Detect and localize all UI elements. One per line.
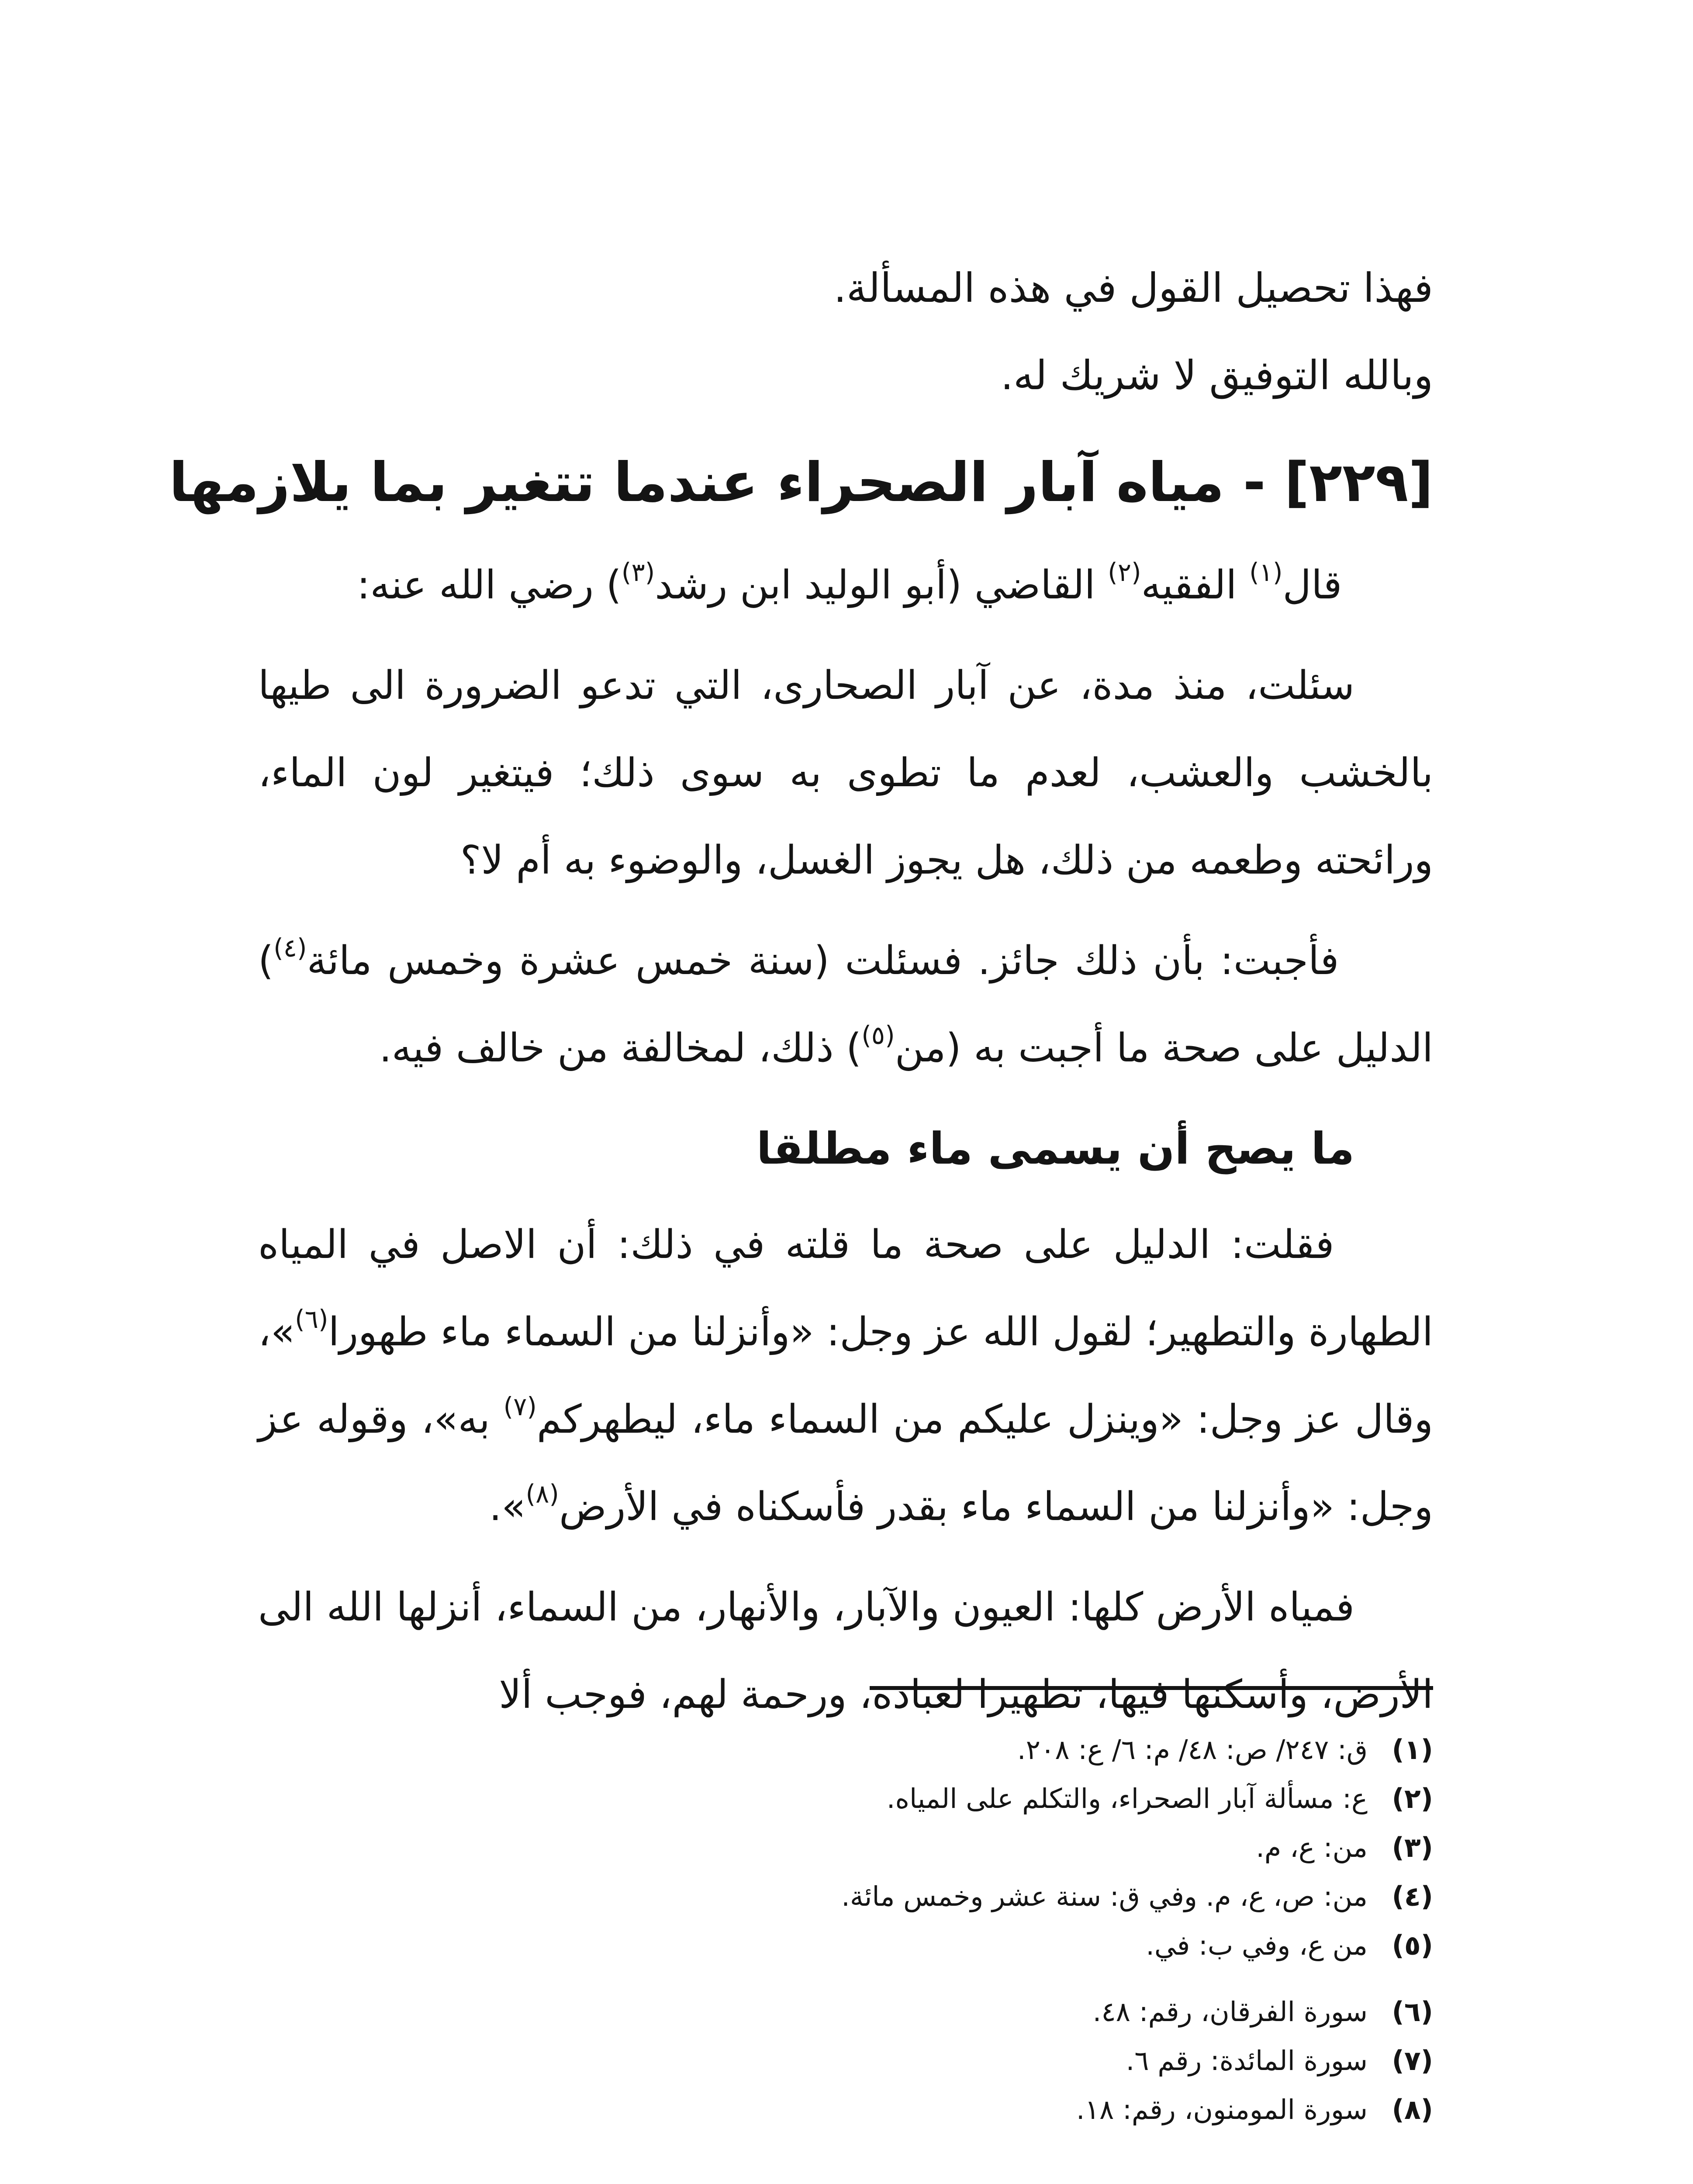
intro-lines [258,245,1433,419]
answer-text-a: فأجبت: بأن ذلك جائز. فسئلت (سنة خمس عشرة وخمس مائة [307,938,1339,984]
proof-paragraph [258,1201,1433,1551]
footnote-item [258,1921,1433,1970]
footnote-number: (٢) [1392,1783,1433,1814]
footnote-text: ع: مسألة آبار الصحراء، والتكلم على المياه. [886,1783,1368,1814]
footnote-number: (٣) [1392,1832,1433,1863]
footnote-text: سورة الفرقان، رقم: ٤٨. [1092,1996,1368,2028]
footnote-ref-1: (١) [1249,557,1283,587]
footnote-ref-2: (٢) [1108,557,1141,587]
closing-paragraph: فمياه الأرض كلها: العيون والآبار، والأنهار، من السماء، أنزلها الله الى الأرض، وأسكنها فيها، تطهيرا لعباده، ورحمة لهم، فوجب ألا [258,1584,1433,1717]
proof-text-c: به»، وقوله عز وجل: «وأنزلنا من السماء ماء بقدر فأسكناه في الأرض [258,1396,1433,1530]
footnote-item [258,1774,1433,1823]
attribution-text-b: الفقيه [1141,562,1250,608]
question-paragraph: سئلت، منذ مدة، عن آبار الصحارى، التي تدعو الضرورة الى طيها بالخشب والعشب، لعدم ما تطوى به سوى ذلك؛ فيتغير لون الماء، ورائحته وطعمه من ذلك، هل يجوز الغسل، والوضوء به أم لا؟ [258,663,1433,883]
footnote-divider [870,1686,1433,1690]
proof-text-b: »، وقال عز وجل: «وينزل عليكم من السماء ماء، ليطهركم [258,1309,1433,1442]
footnote-number: (٤) [1392,1880,1433,1912]
footnote-item [258,1725,1433,1774]
footnote-text: من: ع، م. [1256,1832,1368,1863]
proof-text-d: ». [489,1484,526,1530]
footnotes [258,1725,1433,2134]
section-heading: [٢٢٩] - مياه آبار الصحراء عندما تتغير بما يلازمها [169,451,1433,514]
footnote-ref-8: (٨) [525,1479,559,1509]
attribution-paragraph [258,542,1433,629]
attribution-text-d: ) رضي الله عنه: [357,562,622,608]
footnote-text: سورة المومنون، رقم: ١٨. [1076,2094,1368,2125]
footnote-ref-4: (٤) [273,933,307,963]
footnote-item [258,1823,1433,1872]
attribution-text-c: القاضي (أبو الوليد ابن رشد [655,562,1108,608]
footnote-number: (٦) [1392,1996,1433,2028]
attribution-text-a: قال [1282,562,1342,608]
footnote-item [258,1987,1433,2036]
footnote-ref-6: (٦) [295,1304,328,1334]
intro-line-2: وبالله التوفيق لا شريك له. [1000,352,1433,399]
answer-paragraph [258,917,1433,1092]
proof-text-a: فقلت: الدليل على صحة ما قلته في ذلك: أن الاصل في المياه الطهارة والتطهير؛ لقول الله عز وجل: «وأنزلنا من السماء ماء طهورا [258,1222,1433,1355]
footnote-number: (٥) [1392,1929,1433,1961]
sub-heading: ما يصح أن يسمى ماء مطلقا [756,1123,1354,1174]
footnote-item [258,2036,1433,2085]
main-text [258,542,1433,1752]
footnote-ref-3: (٣) [621,557,655,587]
footnote-item [258,2085,1433,2134]
footnote-ref-5: (٥) [861,1020,895,1050]
intro-line-1: فهذا تحصيل القول في هذه المسألة. [833,265,1433,311]
footnote-ref-7: (٧) [503,1392,537,1421]
answer-text-c: ) ذلك، لمخالفة من خالف فيه. [379,1025,862,1071]
footnote-item [258,1872,1433,1921]
footnote-text: من ع، وفي ب: في. [1146,1929,1368,1961]
footnote-text: ق: ٢٤٧/ ص: ٤٨/ م: ٦/ ع: ٢٠٨. [1017,1734,1368,1766]
footnote-number: (٧) [1392,2045,1433,2077]
footnote-number: (٨) [1392,2094,1433,2125]
footnote-text: سورة المائدة: رقم ٦. [1126,2045,1368,2077]
footnote-text: من: ص، ع، م. وفي ق: سنة عشر وخمس مائة. [841,1880,1368,1912]
footnote-number: (١) [1392,1734,1433,1766]
answer-text-b: ) الدليل على صحة ما أجبت به (من [258,938,1433,1071]
